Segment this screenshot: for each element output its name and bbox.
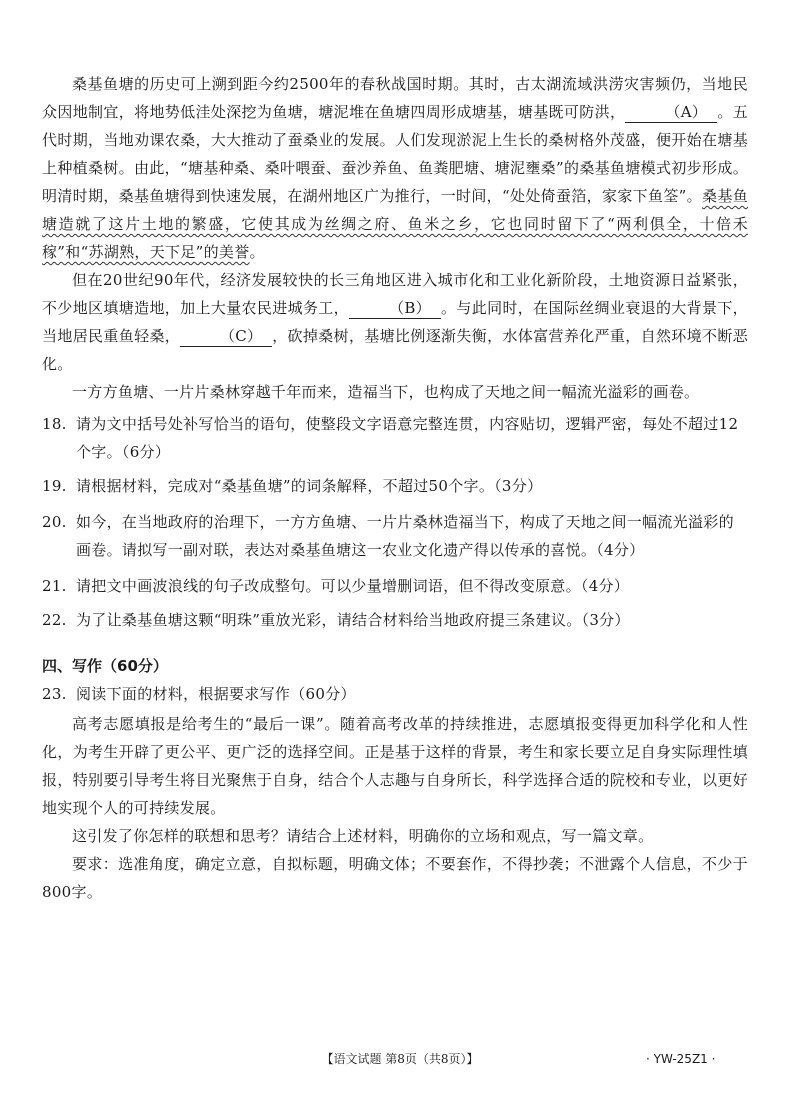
question-18 — [42, 410, 748, 466]
question-number: 19. — [42, 477, 67, 495]
passage-paragraph-1 — [42, 70, 748, 266]
question-22 — [42, 606, 748, 634]
wavy-underlined-sentence: 桑基鱼塘造就了这片土地的繁盛，它使其成为丝绸之府、鱼米之乡，它也同时留下了“两利俱全，十倍禾稼”和“苏湖熟，天下足”的美誉 — [42, 187, 748, 261]
writing-prompt: 这引发了你怎样的联想和思考？请结合上述材料，明确你的立场和观点，写一篇文章。 — [72, 827, 654, 845]
writing-material: 高考志愿填报是给考生的“最后一课”。随着高考改革的持续推进，志愿填报变得更加科学化和人性化，为考生开辟了更公平、更广泛的选择空间。正是基于这样的背景，考生和家长要立足自身实际理性填报，特别要引导考生将目光聚焦于自身，结合个人志趣与自身所长，科学选择合适的院校和专业，以更好地实现个人的可持续发展。 — [42, 715, 748, 817]
passage-p2-text-3: ，砍掉桑树，基塘比例逐渐失衡，水体富营养化严重，自然环境不断恶化。 — [42, 327, 748, 373]
passage-paragraph-2 — [42, 266, 748, 378]
writing-requirement: 要求：选准角度，确定立意，自拟标题，明确文体；不要套作，不得抄袭；不泄露个人信息，不少于800字。 — [42, 855, 748, 901]
passage-p1-text-3: 。 — [249, 243, 265, 261]
exam-code: · YW-25Z1 · — [646, 1052, 716, 1066]
page-number-label: 【语文试题 第8页（共8页）】 — [321, 1052, 479, 1066]
blank-a: （A） — [625, 102, 717, 123]
question-number: 20. — [42, 513, 67, 531]
question-text: 请把文中画波浪线的句子改成整句。可以少量增删词语，但不得改变原意。（4分） — [76, 577, 630, 595]
question-text: 如今，在当地政府的治理下，一方方鱼塘、一片片桑林造福当下，构成了天地之间一幅流光溢彩的画卷。请拟写一副对联，表达对桑基鱼塘这一农业文化遗产得以传承的喜悦。（4分） — [76, 513, 734, 559]
question-text: 为了让桑基鱼塘这颗“明珠”重放光彩，请结合材料给当地政府提三条建议。（3分） — [76, 611, 630, 629]
passage-p1-text-1: 桑基鱼塘的历史可上溯到距今约2500年的春秋战国时期。其时，古太湖流域洪涝灾害频仍，当地民众因地制宜，将地势低洼处深挖为鱼塘，塘泥堆在鱼塘四周形成塘基，塘基既可防洪， — [42, 75, 748, 121]
question-21 — [42, 572, 748, 600]
question-19 — [42, 472, 748, 500]
passage-paragraph-3: 一方方鱼塘、一片片桑林穿越千年而来，造福当下，也构成了天地之间一幅流光溢彩的画卷。 — [72, 383, 700, 401]
section-title-writing: 四、写作（60分） — [42, 657, 168, 675]
question-20 — [42, 508, 748, 564]
passage-p2-text-1: 但在20世纪90年代，经济发展较快的长三角地区进入城市化和工业化新阶段，土地资源日益紧张，不少地区填塘造地，加上大量农民进城务工， — [42, 271, 748, 317]
question-number: 21. — [42, 577, 67, 595]
blank-c: （C） — [180, 326, 272, 347]
question-number: 22. — [42, 611, 67, 629]
question-text: 阅读下面的材料，根据要求写作（60分） — [76, 685, 356, 703]
question-text: 请根据材料，完成对“桑基鱼塘”的词条解释，不超过50个字。（3分） — [76, 477, 543, 495]
passage-p1-text-2: 。五代时期，当地劝课农桑，大大推动了蚕桑业的发展。人们发现淤泥上生长的桑树格外茂盛，便开始在塘基上种植桑树。由此，“塘基种桑、桑叶喂蚕、蚕沙养鱼、鱼粪肥塘、塘泥壅桑”的桑基鱼塘模式初步形成。明清时期，桑基鱼塘得到快速发展，在湖州地区广为推行，一时间，“处处倚蚕箔，家家下鱼筌”。 — [42, 103, 748, 205]
question-number: 18. — [42, 415, 67, 433]
question-text: 请为文中括号处补写恰当的语句，使整段文字语意完整连贯，内容贴切，逻辑严密，每处不超过12个字。（6分） — [76, 415, 739, 461]
question-number: 23. — [42, 685, 67, 703]
question-23 — [42, 680, 748, 708]
passage-p2-text-2: 。与此同时，在国际丝绸业衰退的大背景下，当地居民重鱼轻桑， — [42, 299, 748, 345]
blank-b: （B） — [349, 298, 441, 319]
